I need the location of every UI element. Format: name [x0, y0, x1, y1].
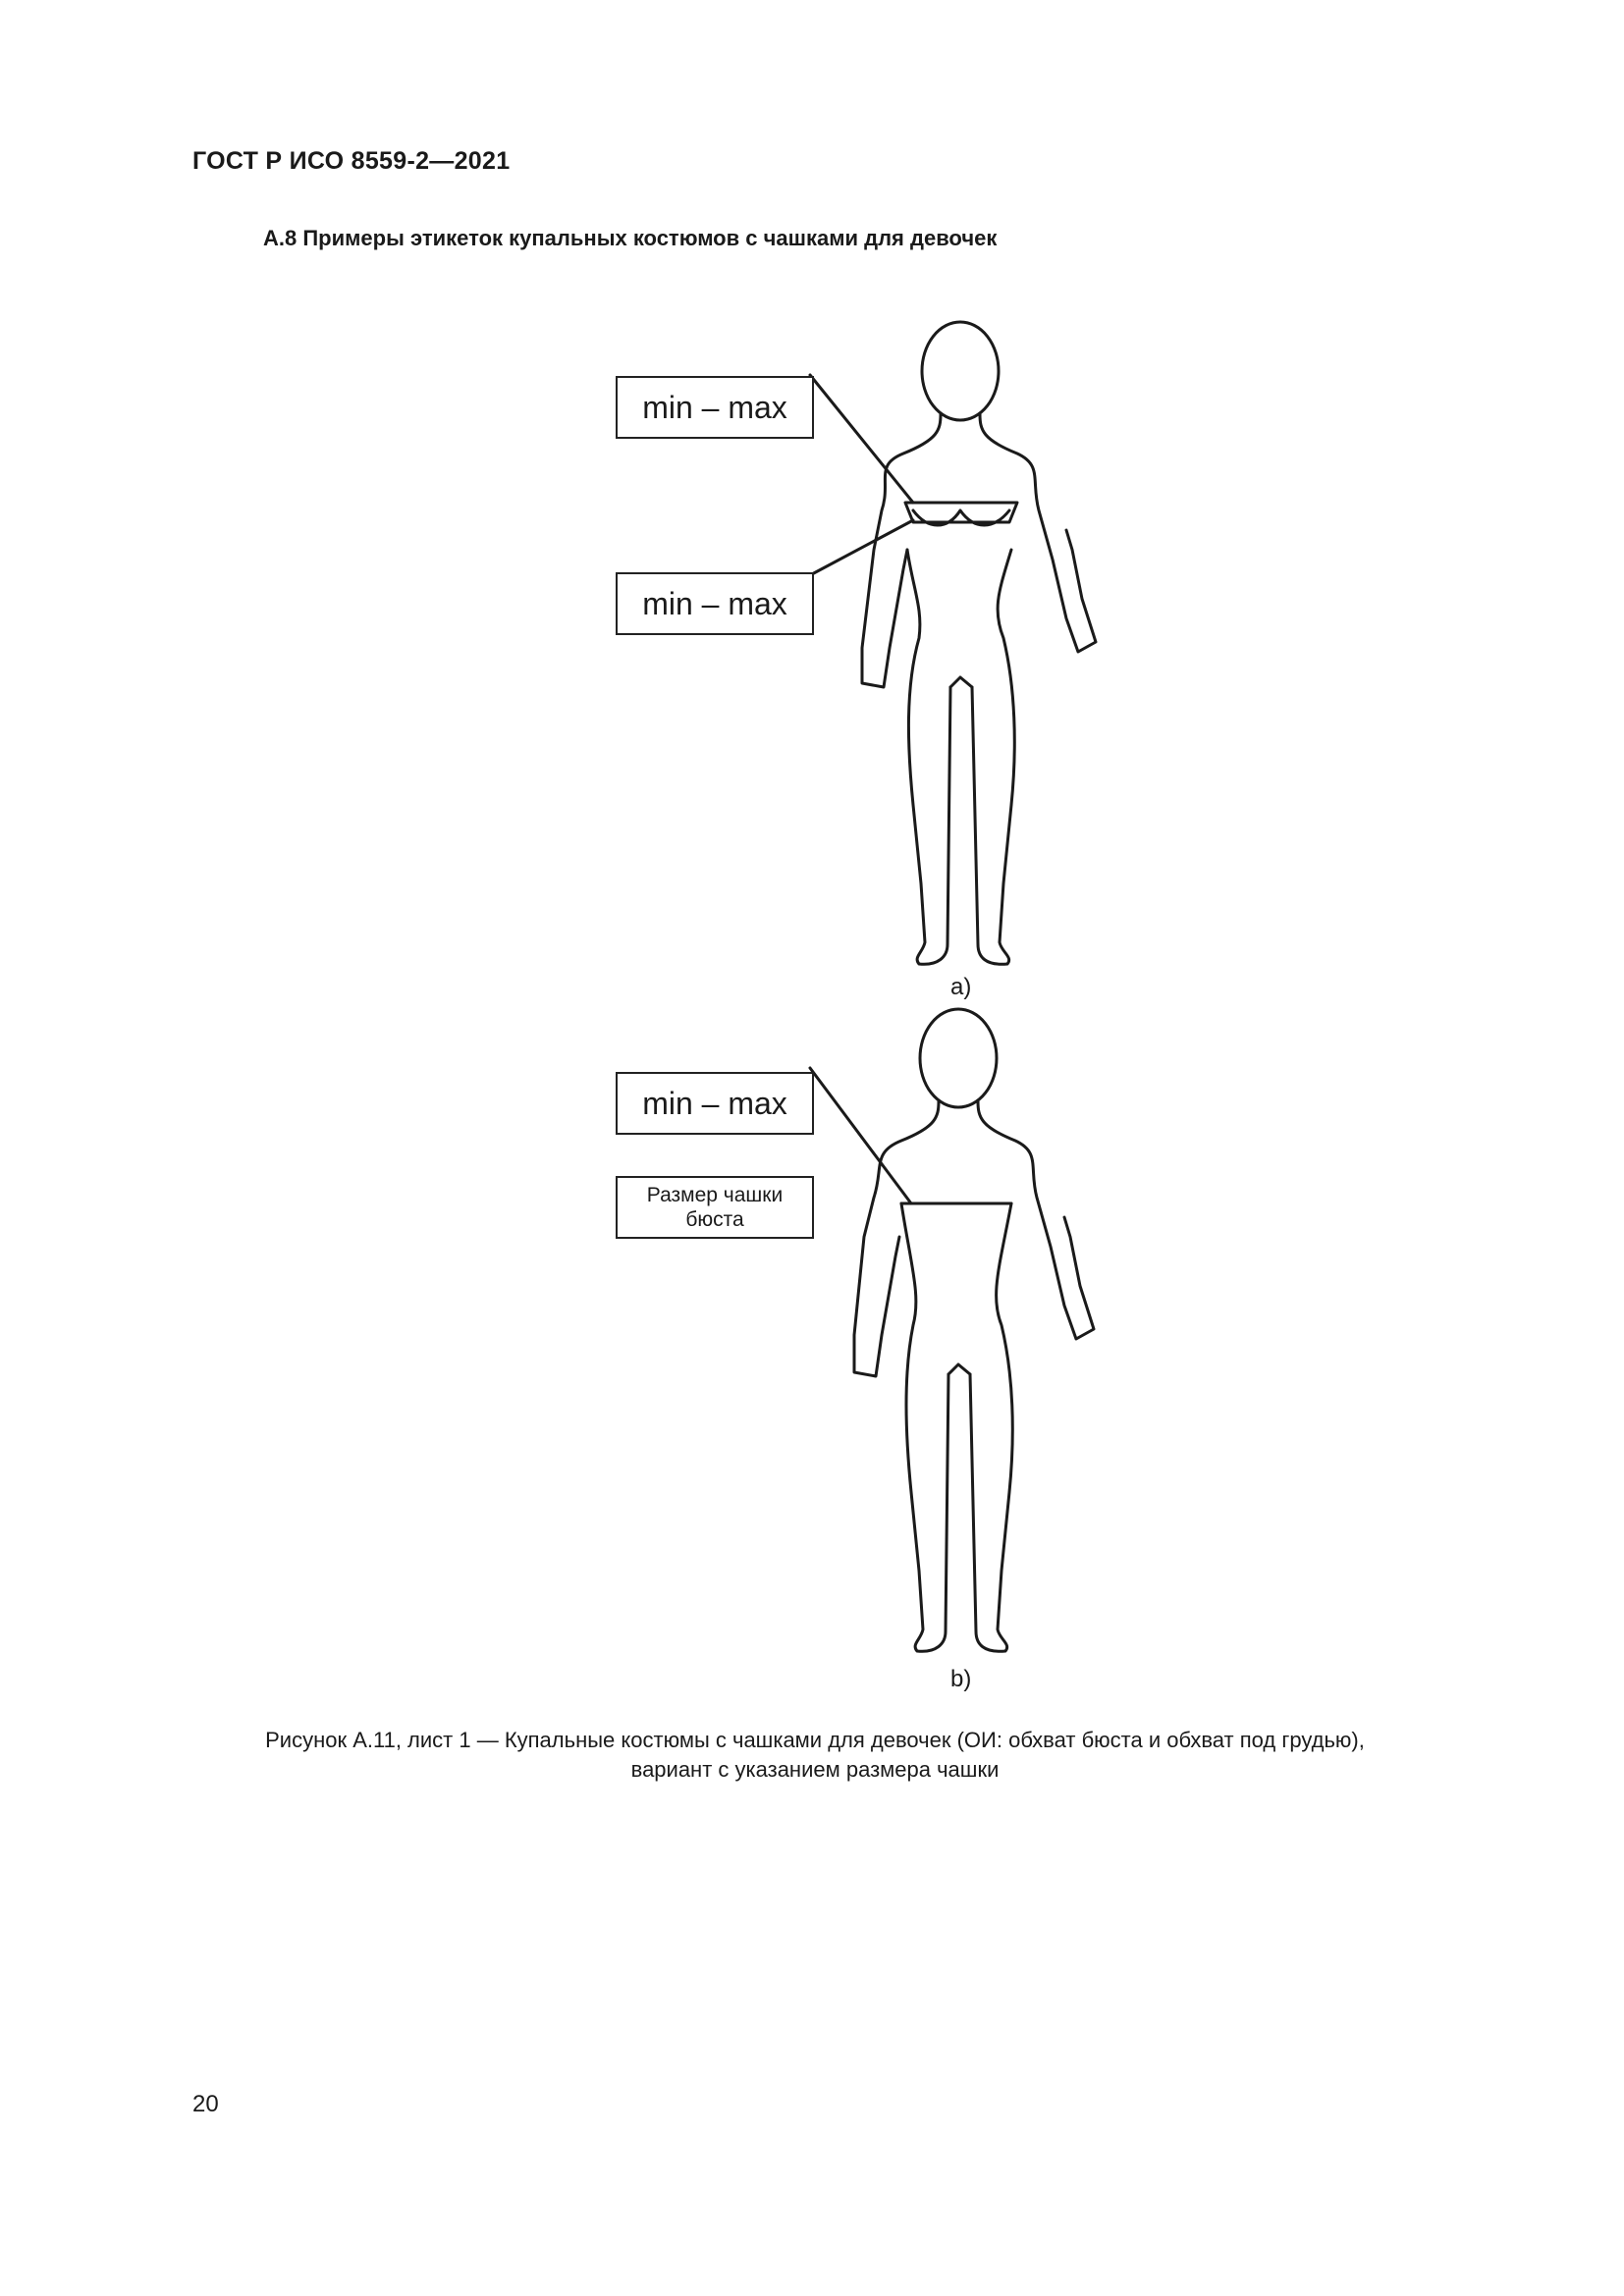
- figure-a-sublabel: a): [950, 974, 972, 1000]
- figure-a-bust-range-text: min – max: [642, 389, 787, 425]
- figure-a-bra: [905, 503, 1017, 525]
- figure-b-cup-size-label: [616, 1176, 814, 1239]
- figure-b-bust-range-label: [616, 1072, 814, 1135]
- figure-a-underbust-range-text: min – max: [642, 585, 787, 621]
- figure-caption: [177, 1726, 1453, 1785]
- figure-a-leader-top: [810, 375, 913, 503]
- figure-a-leader-bottom: [810, 520, 913, 575]
- figure-a-body: [862, 322, 1096, 964]
- section-title: А.8 Примеры этикеток купальных костюмов с чашками для девочек: [263, 226, 998, 250]
- page-number: 20: [192, 2091, 219, 2117]
- figure-b-cup-size-line1: Размер чашки: [646, 1184, 784, 1206]
- figure-b-leader-top: [810, 1068, 911, 1203]
- figure-b-body: [854, 1009, 1094, 1651]
- figure-caption-line1: Рисунок А.11, лист 1 — Купальные костюмы с чашками для девочек (ОИ: обхват бюста и обхват под грудью),: [265, 1728, 1365, 1752]
- figure-caption-line2: вариант с указанием размера чашки: [630, 1757, 1000, 1782]
- figure-a-bust-range-label: [616, 376, 814, 439]
- figure-b-cup-size-line2: бюста: [685, 1208, 744, 1231]
- figure-b-bust-range-text: min – max: [642, 1085, 787, 1121]
- document-code-header: ГОСТ Р ИСО 8559-2—2021: [192, 147, 511, 175]
- figure-b-sublabel: b): [950, 1666, 972, 1692]
- figure-a-underbust-range-label: [616, 572, 814, 635]
